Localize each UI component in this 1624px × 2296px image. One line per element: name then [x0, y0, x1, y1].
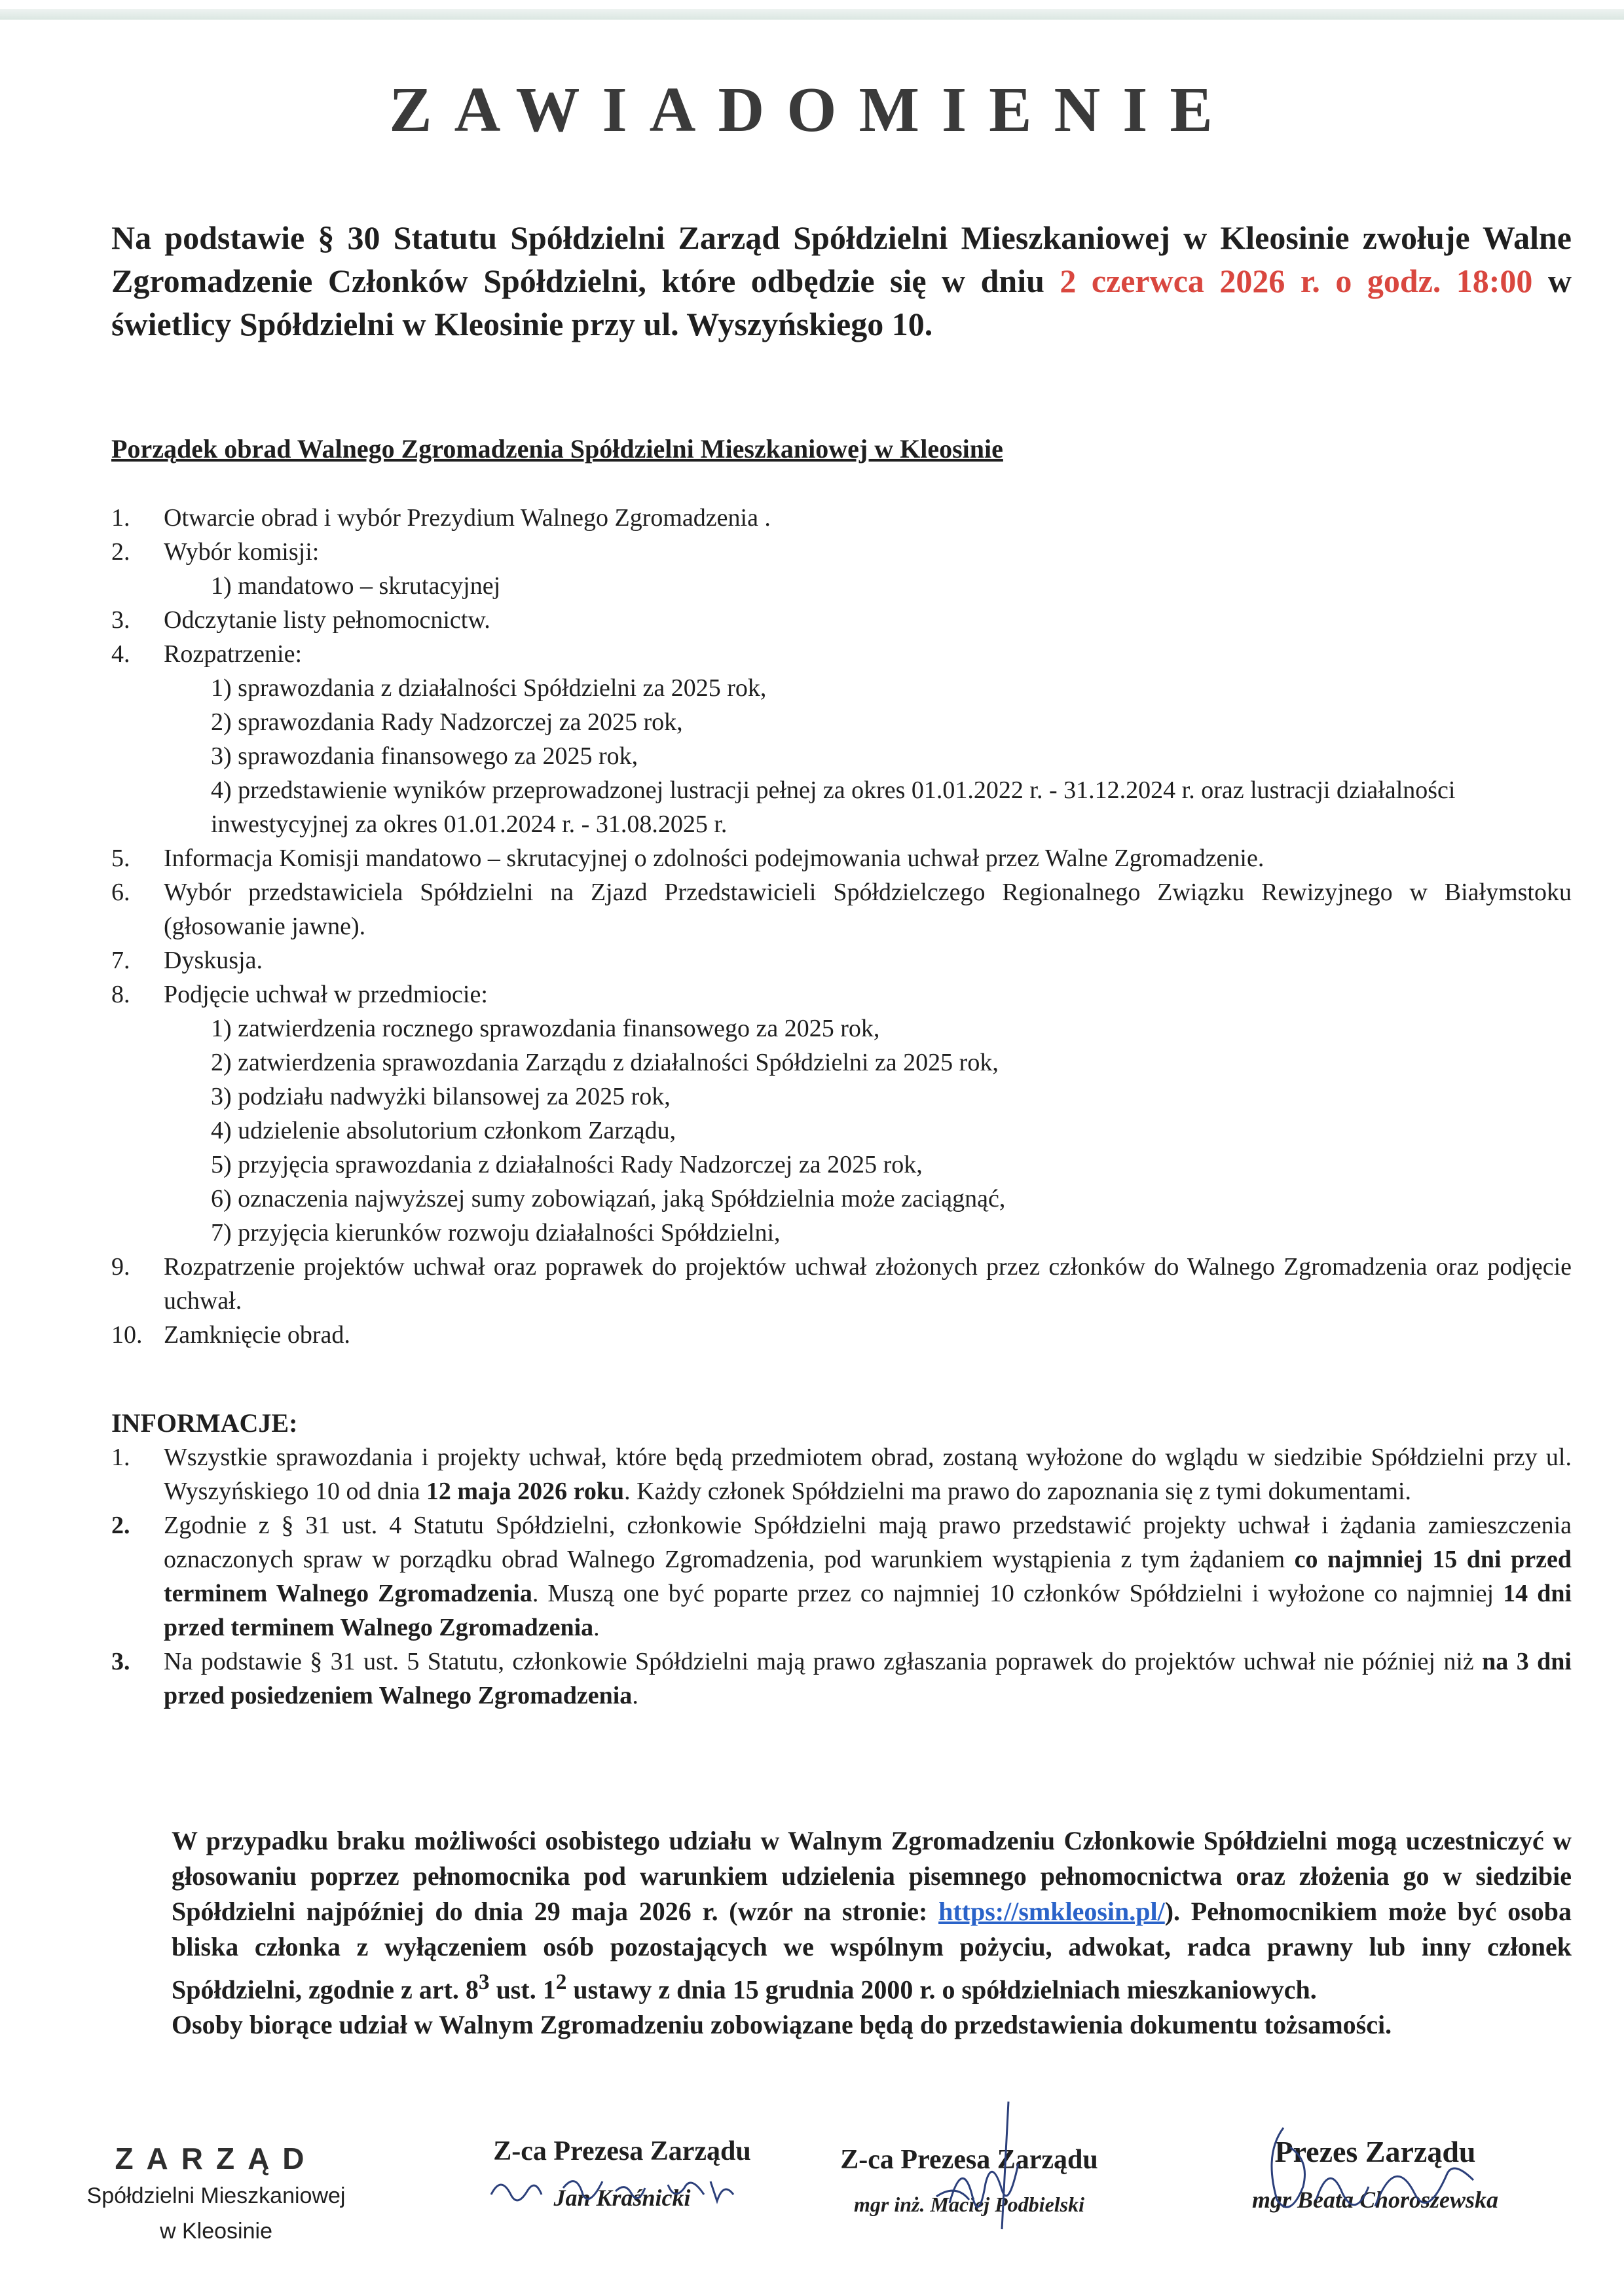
agenda-subitem: 7) przyjęcia kierunków rozwoju działalności Spółdzielni, [211, 1219, 781, 1247]
agenda-item-number: 1. [111, 504, 130, 532]
board-subtitle-1: Spółdzielni Mieszkaniowej [86, 2183, 346, 2208]
agenda-subitem: 5) przyjęcia sprawozdania z działalności Rady Nadzorczej za 2025 rok, [211, 1151, 923, 1178]
agenda-item [111, 875, 1572, 943]
agenda-item [111, 841, 1572, 875]
signature-name: mgr Beata Choroszewska [1251, 2187, 1499, 2213]
agenda-subitem: 3) podziału nadwyżki bilansowej za 2025 rok, [211, 1083, 671, 1110]
agenda-item-number: 10. [111, 1321, 143, 1349]
proxy-text-5: Osoby biorące udział w Walnym Zgromadzeniu zobowiązane będą do przedstawienia dokumentu tożsamości. [172, 2010, 1392, 2040]
signature-block-vice-president-2 [812, 2144, 1126, 2217]
agenda-subitem: 4) udzielenie absolutorium członkom Zarządu, [211, 1117, 676, 1144]
info-text-part: co najmniej 15 dni przed terminem Walnego Zgromadzenia [164, 1546, 1572, 1607]
info-text-part: na 3 dni przed posiedzeniem Walnego Zgromadzenia [164, 1648, 1572, 1709]
info-item-number: 3. [111, 1648, 130, 1675]
agenda-item [111, 501, 1572, 535]
proxy-text-1: W przypadku braku możliwości osobistego udziału w Walnym Zgromadzeniu Członkowie Spółdzielni mogą uczestniczyć w głosowaniu poprzez pełnomocnika pod warunkiem udzielenia pisemnego pełnomocnictwa oraz złożenia go w siedzibie Spółdzielni najpóźniej do dnia 29 maja 2026 r. (wzór na stronie: [172, 1826, 1572, 1926]
info-text-part: 12 maja 2026 roku [426, 1478, 625, 1505]
agenda-subitem: 2) sprawozdania Rady Nadzorczej za 2025 rok, [211, 708, 683, 736]
agenda-subitem: 4) przedstawienie wyników przeprowadzonej lustracji pełnej za okres 01.01.2022 r. - 31.12.2024 r. oraz lustracji działalności inwestycyjnej za okres 01.01.2024 r. - 31.08.2025 r. [211, 776, 1456, 838]
info-item-number: 2. [111, 1512, 130, 1539]
agenda-item-text: Wybór komisji: [164, 538, 320, 566]
signature-block-president [1192, 2134, 1559, 2214]
superscript-1: 3 [478, 1970, 490, 1994]
info-item-text [164, 1508, 1572, 1645]
agenda-item-text: Dyskusja. [164, 947, 263, 974]
agenda-item [111, 943, 1572, 977]
proxy-text-2: ). Pełnomocnikiem może być osoba bliska członka z wyłączeniem osób pozostających we wspólnym pożyciu, adwokat, radca prawny lub inny członek Spółdzielni, zgodnie z art. 8 [172, 1897, 1572, 2005]
signature-block-vice-president-1 [458, 2136, 786, 2212]
website-link[interactable]: https://smkleosin.pl/ [938, 1897, 1165, 1926]
signature-name: Jan Kraśnicki [553, 2185, 691, 2211]
agenda-item-text: Odczytanie listy pełnomocnictw. [164, 606, 490, 634]
info-text-part: 14 dni przed terminem Walnego Zgromadzenia [164, 1580, 1572, 1641]
agenda-item [111, 637, 1572, 671]
agenda-item-number: 2. [111, 538, 130, 566]
agenda-title: Porządek obrad Walnego Zgromadzenia Spółdzielni Mieszkaniowej w Kleosinie [111, 434, 1003, 464]
signature-title: Z-ca Prezesa Zarządu [493, 2136, 751, 2166]
handwritten-signature-icon [485, 2168, 760, 2214]
agenda-item [111, 603, 1572, 637]
intro-text-1: Na podstawie § 30 Statutu Spółdzielni Zarząd Spółdzielni Mieszkaniowej w Kleosinie zwołuje Walne Zgromadzenie Członków Spółdzielni, które odbędzie się w dniu [111, 219, 1572, 299]
signature-title: Prezes Zarządu [1274, 2135, 1476, 2168]
proxy-text-3: ust. 1 [489, 1975, 556, 2005]
agenda-subitem: 1) zatwierdzenia rocznego sprawozdania finansowego za 2025 rok, [211, 1015, 880, 1042]
scan-edge [0, 9, 1624, 20]
document-title: ZAWIADOMIENIE [389, 75, 1235, 145]
handwritten-signature-icon [910, 2098, 1061, 2255]
agenda-subitem: 3) sprawozdania finansowego za 2025 rok, [211, 742, 638, 770]
agenda-item [111, 535, 1572, 569]
info-text-part: . Każdy członek Spółdzielni ma prawo do zapoznania się z tymi dokumentami. [624, 1478, 1412, 1505]
agenda-item-text: Podjęcie uchwał w przedmiocie: [164, 981, 488, 1008]
agenda-item-number: 3. [111, 606, 130, 634]
board-subtitle-2: w Kleosinie [160, 2219, 272, 2244]
info-text-part: . [593, 1614, 600, 1641]
board-title: ZARZĄD [115, 2141, 318, 2176]
agenda-item [111, 977, 1572, 1011]
agenda-item-text: Wybór przedstawiciela Spółdzielni na Zjazd Przedstawicieli Spółdzielczego Regionalnego Związku Rewizyjnego w Białymstoku (głosowanie jawne). [164, 879, 1572, 940]
info-item-text [164, 1645, 1572, 1713]
signature-name: mgr inż. Maciej Podbielski [854, 2193, 1084, 2216]
info-item [111, 1440, 1572, 1508]
agenda-item-text: Otwarcie obrad i wybór Prezydium Walnego Zgromadzenia . [164, 504, 771, 532]
agenda-item [111, 1318, 1572, 1352]
agenda-item-number: 6. [111, 879, 130, 906]
superscript-2: 2 [555, 1970, 567, 1994]
agenda-subitem: 1) sprawozdania z działalności Spółdzielni za 2025 rok, [211, 674, 767, 702]
info-text-part: Na podstawie § 31 ust. 5 Statutu, członkowie Spółdzielni mają prawo zgłaszania poprawek do projektów uchwał nie później niż [164, 1648, 1483, 1675]
agenda-item-text: Rozpatrzenie: [164, 640, 303, 668]
info-item [111, 1645, 1572, 1713]
meeting-date: 2 czerwca 2026 r. o godz. [1060, 263, 1441, 299]
intro-text-2: w świetlicy Spółdzielni w Kleosinie przy ul. Wyszyńskiego 10. [111, 263, 1572, 342]
agenda-subitem: 6) oznaczenia najwyższej sumy zobowiązań, jaką Spółdzielnia może zaciągnąć, [211, 1185, 1006, 1212]
info-item [111, 1508, 1572, 1645]
info-item-text [164, 1440, 1572, 1508]
agenda-subitem: 2) zatwierdzenia sprawozdania Zarządu z działalności Spółdzielni za 2025 rok, [211, 1049, 999, 1076]
agenda-item [111, 1250, 1572, 1318]
agenda-item-number: 9. [111, 1253, 130, 1281]
info-item-number: 1. [111, 1444, 130, 1471]
handwritten-signature-icon [1231, 2115, 1519, 2239]
agenda-subitem: 1) mandatowo – skrutacyjnej [211, 572, 501, 600]
agenda-list [111, 501, 1572, 1352]
signature-title: Z-ca Prezesa Zarządu [840, 2145, 1098, 2175]
information-heading: INFORMACJE: [111, 1408, 298, 1438]
proxy-paragraph [172, 1823, 1572, 2043]
info-text-part: . [632, 1682, 638, 1709]
agenda-item-text: Zamknięcie obrad. [164, 1321, 350, 1349]
intro-paragraph [111, 216, 1572, 346]
proxy-text-4: ustawy z dnia 15 grudnia 2000 r. o spółdzielniach mieszkaniowych. [566, 1975, 1317, 2005]
information-section [111, 1406, 1572, 1713]
info-text-part: . Muszą one być poparte przez co najmniej 10 członków Spółdzielni i wyłożone co najmniej [532, 1580, 1504, 1607]
agenda-item-number: 8. [111, 981, 130, 1008]
meeting-time: 18:00 [1456, 263, 1533, 299]
agenda-item-text: Rozpatrzenie projektów uchwał oraz poprawek do projektów uchwał złożonych przez członków do Walnego Zgromadzenia oraz podjęcie uchwał. [164, 1253, 1572, 1315]
agenda-item-number: 4. [111, 640, 130, 668]
info-text-part: Zgodnie z § 31 ust. 4 Statutu Spółdzielni, członkowie Spółdzielni mają prawo przedstawić projekty uchwał i żądania zamieszczenia oznaczonych spraw w porządku obrad Walnego Zgromadzenia, pod warunkiem wystąpienia z tym żądaniem [164, 1512, 1572, 1573]
info-text-part: Wszystkie sprawozdania i projekty uchwał, które będą przedmiotem obrad, zostaną wyłożone do wglądu w siedzibie Spółdzielni przy ul. Wyszyńskiego 10 od dnia [164, 1444, 1572, 1505]
agenda-item-number: 7. [111, 947, 130, 974]
agenda-item-text: Informacja Komisji mandatowo – skrutacyjnej o zdolności podejmowania uchwał przez Walne Zgromadzenie. [164, 845, 1264, 872]
agenda-item-number: 5. [111, 845, 130, 872]
board-stamp [79, 2141, 354, 2247]
